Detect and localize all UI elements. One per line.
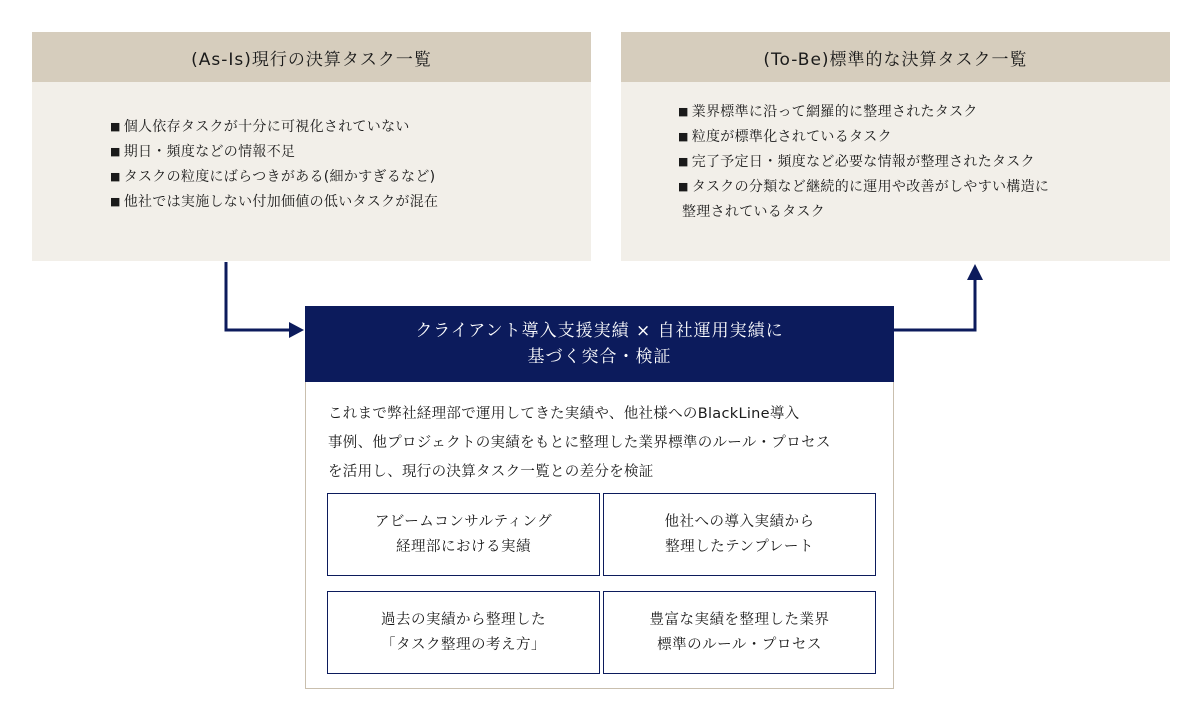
center-title-line: 基づく突合・検証 [527,347,672,367]
card-line: 過去の実績から整理した [381,611,546,628]
arrow-right-icon [289,322,304,338]
card-industry-standard [603,591,876,674]
as-is-item: ■ タスクの粒度にばらつきがある(細かすぎるなど) [110,165,438,190]
as-is-panel [32,32,591,261]
card-line: 豊富な実績を整理した業界 [649,611,830,628]
card-template [603,493,876,576]
description-line: を活用し、現行の決算タスク一覧との差分を検証 [328,464,654,480]
card-line: 整理したテンプレート [665,538,814,555]
to-be-panel [621,32,1170,261]
to-be-item-line: 整理されているタスク [682,204,825,220]
center-description [328,400,888,487]
card-line: 他社への導入実績から [664,513,815,530]
as-is-item: ■ 個人依存タスクが十分に可視化されていない [110,115,438,140]
arrow-up-icon [967,264,983,280]
card-line: アビームコンサルティング [374,513,553,530]
to-be-item: ■ 粒度が標準化されているタスク [678,125,1049,150]
center-to-tobe-connector [894,278,975,330]
to-be-list [678,100,1049,224]
center-body [305,382,894,689]
to-be-item-line: タスクの分類など継続的に運用や改善がしやすい構造に [691,179,1050,195]
card-line: 標準のルール・プロセス [657,636,822,653]
card-task-approach [327,591,600,674]
as-is-list [110,115,438,215]
description-line: 事例、他プロジェクトの実績をもとに整理した業界標準のルール・プロセス [328,435,831,451]
to-be-title: (To-Be)標準的な決算タスク一覧 [621,32,1170,82]
center-title-line: クライアント導入支援実績 × 自社運用実績に [415,321,784,341]
description-line: これまで弊社経理部で運用してきた実績や、他社様へのBlackLine導入 [328,406,800,422]
to-be-item: ■ 完了予定日・頻度など必要な情報が整理されたタスク [678,150,1049,175]
card-abeam-results [327,493,600,576]
to-be-item [678,175,1049,224]
card-line: 「タスク整理の考え方」 [381,636,546,653]
card-line: 経理部における実績 [396,538,531,555]
as-is-item: ■ 他社では実施しない付加価値の低いタスクが混在 [110,190,438,215]
to-be-item: ■ 業界標準に沿って網羅的に整理されたタスク [678,100,1049,125]
as-is-title: (As-Is)現行の決算タスク一覧 [32,32,591,82]
asis-to-center-connector [226,262,292,330]
center-title [305,306,894,382]
as-is-item: ■ 期日・頻度などの情報不足 [110,140,438,165]
